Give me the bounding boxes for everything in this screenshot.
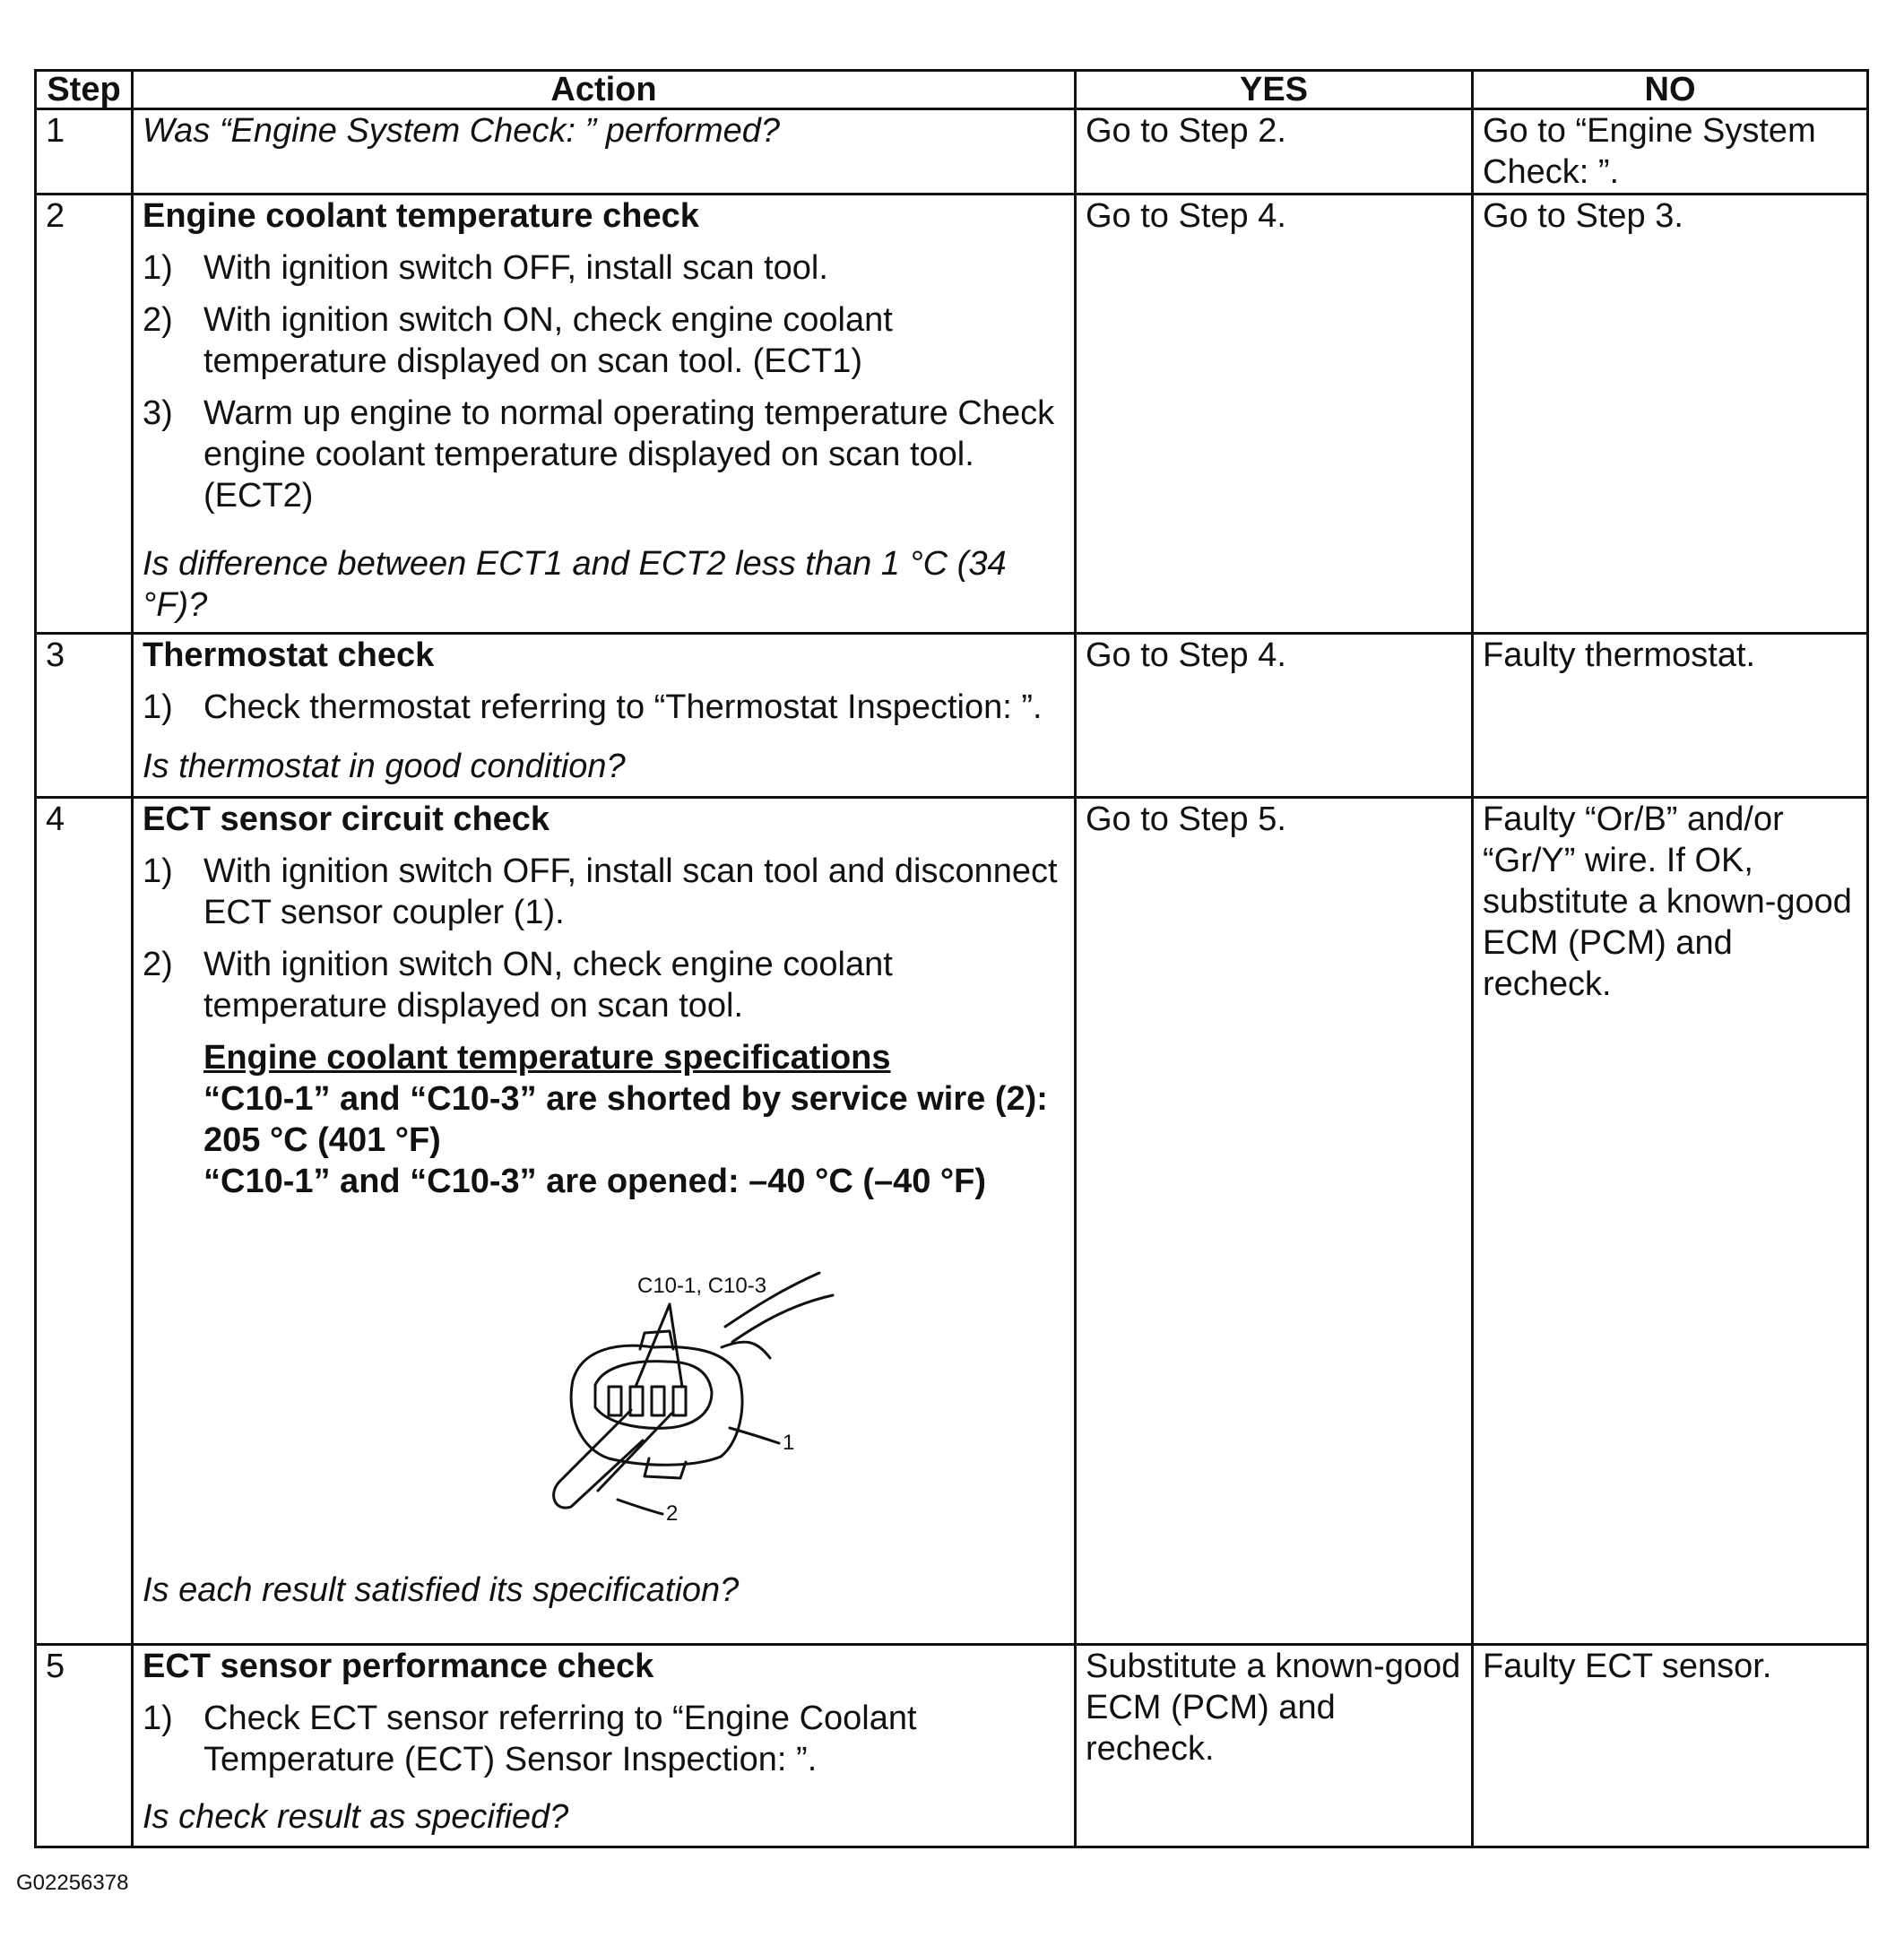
step-title: ECT sensor performance check [143, 1648, 654, 1685]
action-cell [133, 634, 1076, 798]
terminal-callout: C10-1, C10-3 [637, 1274, 767, 1298]
no-cell: Faulty thermostat. [1473, 634, 1868, 798]
step-number: 3 [36, 634, 133, 798]
header-no: NO [1473, 71, 1868, 109]
step-question: Is thermostat in good condition? [143, 748, 626, 785]
step-question: Was “Engine System Check: ” performed? [143, 112, 781, 150]
item-text: With ignition switch ON, check engine coolant temperature displayed on scan tool. (ECT1) [203, 301, 893, 380]
ect-sensor-coupler-drawing [510, 1259, 869, 1555]
step-question: Is difference between ECT1 and ECT2 less than 1 °C (34 °F)? [143, 545, 1007, 624]
step-number: 2 [36, 195, 133, 634]
step-title: Engine coolant temperature check [143, 197, 699, 235]
yes-cell: Go to Step 4. [1076, 195, 1473, 634]
item-text: Check thermostat referring to “Thermostat Inspection: ”. [203, 688, 1043, 726]
spec-heading: Engine coolant temperature specifications [203, 1039, 891, 1077]
list-item [143, 299, 1065, 382]
step-number: 1 [36, 109, 133, 195]
table-row [36, 109, 1868, 195]
yes-cell: Substitute a known-good ECM (PCM) and recheck. [1076, 1645, 1473, 1847]
list-item [143, 247, 1065, 289]
no-cell: Go to Step 3. [1473, 195, 1868, 634]
item-number: 1) [143, 1700, 173, 1737]
list-item [143, 944, 1065, 1026]
table-row [36, 634, 1868, 798]
list-item [143, 1698, 1065, 1780]
item-text: With ignition switch ON, check engine coolant temperature displayed on scan tool. [203, 946, 893, 1025]
step-number: 4 [36, 798, 133, 1645]
header-step: Step [36, 71, 133, 109]
step-question: Is each result satisfied its specification? [143, 1571, 740, 1609]
action-cell [133, 195, 1076, 634]
item-number: 3) [143, 394, 173, 432]
no-cell: Go to “Engine System Check: ”. [1473, 109, 1868, 195]
table-row [36, 798, 1868, 1645]
spec-block [203, 1037, 1065, 1202]
item-text: With ignition switch OFF, install scan tool and disconnect ECT sensor coupler (1). [203, 852, 1058, 931]
action-cell [133, 1645, 1076, 1847]
yes-cell: Go to Step 4. [1076, 634, 1473, 798]
list-item [143, 851, 1065, 933]
header-yes: YES [1076, 71, 1473, 109]
step-title: Thermostat check [143, 636, 435, 674]
yes-cell: Go to Step 5. [1076, 798, 1473, 1645]
step-title: ECT sensor circuit check [143, 800, 550, 838]
no-cell: Faulty “Or/B” and/or “Gr/Y” wire. If OK, substitute a known-good ECM (PCM) and recheck. [1473, 798, 1868, 1645]
list-item [143, 687, 1065, 728]
step-question: Is check result as specified? [143, 1798, 569, 1836]
item-text: Check ECT sensor referring to “Engine Coolant Temperature (ECT) Sensor Inspection: ”. [203, 1700, 917, 1778]
table-row [36, 195, 1868, 634]
table-row [36, 1645, 1868, 1847]
figure-code: G02256378 [16, 1871, 129, 1895]
item-number: 2) [143, 301, 173, 339]
list-item [143, 393, 1065, 516]
step-number: 5 [36, 1645, 133, 1847]
yes-cell: Go to Step 2. [1076, 109, 1473, 195]
item-number: 1) [143, 249, 173, 287]
item-text: Warm up engine to normal operating temperature Check engine coolant temperature displayed on scan tool. (ECT2) [203, 394, 1055, 515]
spec-line: “C10-1” and “C10-3” are opened: –40 °C (–40 °F) [203, 1163, 986, 1200]
item-number: 1) [143, 852, 173, 890]
service-wire-callout: 2 [666, 1501, 679, 1526]
no-cell: Faulty ECT sensor. [1473, 1645, 1868, 1847]
item-text: With ignition switch OFF, install scan tool. [203, 249, 828, 287]
action-cell [133, 798, 1076, 1645]
header-row [36, 71, 1868, 109]
item-number: 2) [143, 946, 173, 983]
spec-line: “C10-1” and “C10-3” are shorted by service wire (2): 205 °C (401 °F) [203, 1080, 1048, 1159]
coupler-callout: 1 [783, 1431, 795, 1455]
connector-illustration [510, 1259, 869, 1555]
diagnostic-table [34, 69, 1869, 1848]
header-action: Action [133, 71, 1076, 109]
item-number: 1) [143, 688, 173, 726]
action-cell [133, 109, 1076, 195]
